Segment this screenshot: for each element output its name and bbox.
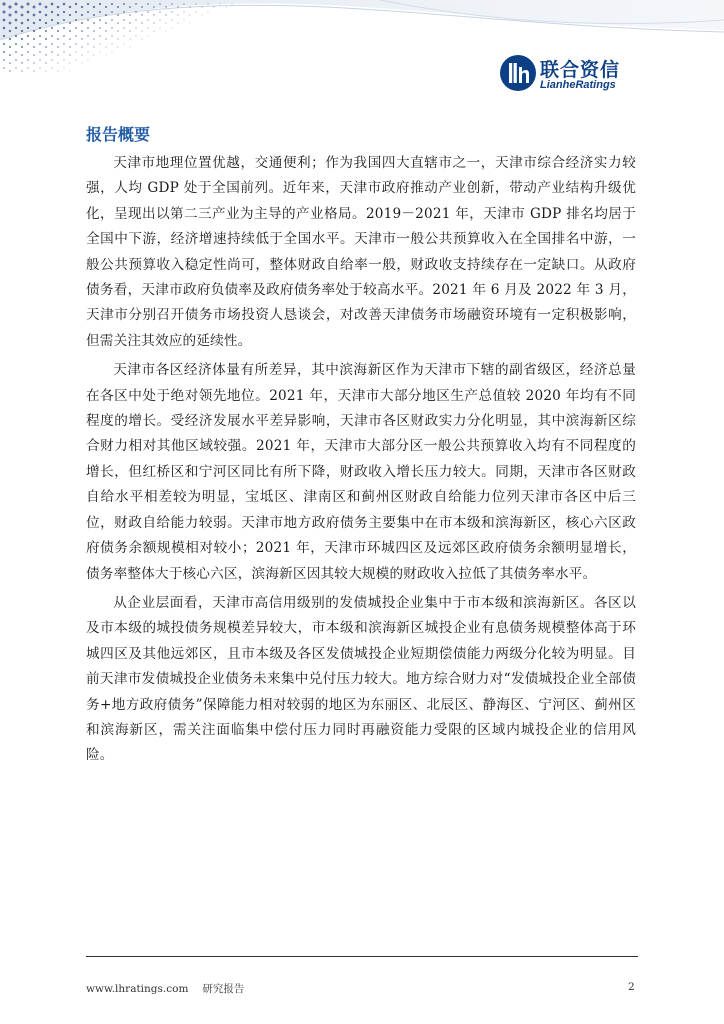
header-dot	[69, 38, 71, 40]
header-dot	[111, 35, 112, 36]
header-dot	[220, 4, 221, 5]
header-dot	[93, 38, 94, 39]
header-dot	[100, 52, 101, 53]
header-dot	[3, 51, 5, 53]
header-dot	[190, 15, 191, 16]
header-dot	[8, 5, 11, 8]
header-dot	[27, 3, 30, 6]
brand-logo	[500, 55, 640, 95]
header-dot	[88, 60, 89, 61]
header-dot	[27, 19, 30, 22]
header-dot	[63, 11, 65, 13]
header-dot	[105, 6, 107, 8]
header-dot	[51, 35, 53, 37]
header-dot	[21, 14, 24, 17]
header-dot	[87, 19, 89, 21]
summary-paragraph-1: 天津市地理位置优越，交通便利；作为我国四大直辖市之一，天津市综合经济实力较强，人均 GDP 处于全国前列。近年来，天津市政府推动产业创新，带动产业结构升级优化，呈现出以第二三产业为主导的产业格局。2019－2021 年，天津市 GDP 排名均居于全国中下游，经济增速持续低于全国水平。天津市一般公共预算收入在全国排名中游，一般公共预算收入稳定性尚可，整体财政自给率一般，财政收支持续存在一定缺口。从政府债务看，天津市政府负债率及政府债务率处于较高水平。2021 年 6 月及 2022 年 3 月，天津市分别召开债务市场投资人恳谈会，对改善天津债务市场融资环境有一定积极影响，但需关注其效应的延续性。	[86, 155, 636, 349]
header-dot	[9, 38, 11, 40]
header-dot	[123, 35, 124, 36]
header-dot	[177, 6, 178, 7]
header-dot	[87, 35, 88, 36]
header-dot	[69, 6, 71, 8]
header-dot	[183, 11, 184, 12]
header-dot	[45, 22, 47, 24]
header-dot	[148, 36, 149, 37]
header-dot	[45, 46, 47, 48]
header-dot	[130, 47, 131, 48]
header-dot	[3, 67, 4, 68]
header-dot	[153, 14, 154, 15]
header-dot	[15, 67, 16, 68]
header-dot	[178, 23, 179, 24]
logo-mark-icon	[500, 55, 536, 91]
summary-paragraph-2: 天津市各区经济体量有所差异，其中滨海新区作为天津市下辖的副省级区，经济总量在各区中处于绝对领先地位。2021 年，天津市大部分地区生产总值较 2020 年均有不同程度的增长。受经济发展水平差异影响，天津市各区财政实力分化明显，其中滨海新区综合财力相对其他区域较强。2021 年，天津市大部分区一般公共预算收入均有不同程度的增长，但红桥区和宁河区同比有所下降，财政收入增长压力较大。同期，天津市各区财政自给水平相差较为明显，宝坻区、津南区和蓟州区财政自给能力位列天津市各区中后三位，财政自给能力较弱。天津市地方政府债务主要集中在市本级和滨海新区，核心六区政府债务余额规模相对较小；2021 年，天津市环城四区及远郊区政府债务余额明显增长，债务率整体大于核心六区，滨海新区因其较大规模的财政收入拉低了其债务率水平。	[86, 362, 636, 582]
header-dot	[21, 22, 24, 25]
header-dot	[21, 54, 23, 56]
header-dot	[58, 71, 59, 72]
header-dot	[208, 12, 209, 13]
header-dot	[45, 70, 46, 71]
header-dot	[63, 27, 65, 29]
header-dot	[117, 30, 118, 31]
header-dot	[3, 59, 5, 61]
header-dot	[141, 30, 142, 31]
header-dot	[81, 54, 82, 55]
header-dot	[39, 43, 41, 45]
header-dot	[148, 28, 149, 29]
header-dot	[9, 46, 11, 48]
header-dot	[154, 31, 155, 32]
header-dot	[9, 30, 11, 32]
header-dot	[15, 35, 17, 37]
header-dot	[57, 62, 58, 63]
header-dot	[21, 70, 22, 71]
header-dot	[112, 44, 113, 45]
header-dot	[3, 19, 6, 22]
header-dot	[69, 14, 71, 16]
header-dot	[232, 4, 233, 5]
header-dot	[15, 59, 17, 61]
header-dot	[93, 30, 95, 32]
header-dot	[208, 4, 209, 5]
header-dot	[51, 19, 53, 21]
header-dot	[15, 51, 17, 53]
header-dot	[165, 6, 166, 7]
footer-website: www.lhratings.com	[86, 983, 189, 995]
header-dot	[129, 30, 130, 31]
header-dot	[123, 27, 124, 28]
header-dot	[111, 3, 113, 5]
header-dot	[147, 11, 148, 12]
header-dot	[172, 20, 173, 21]
header-dot	[75, 3, 77, 5]
header-dot	[9, 70, 10, 71]
header-dot	[75, 35, 77, 37]
header-dot	[15, 11, 18, 14]
header-dot	[87, 3, 89, 5]
header-dot	[33, 22, 35, 24]
header-dot	[57, 6, 60, 9]
header-dot	[111, 19, 113, 21]
header-dot	[57, 14, 59, 16]
header-dot	[117, 6, 119, 8]
header-dot	[27, 43, 29, 45]
header-dot	[93, 22, 95, 24]
header-dot	[147, 3, 149, 5]
header-dot	[81, 22, 83, 24]
header-dot	[45, 54, 46, 55]
header-dot	[135, 27, 136, 28]
section-title: 报告概要	[86, 125, 151, 144]
summary-paragraph-3: 从企业层面看，天津市高信用级别的发债城投企业集中于市本级和滨海新区。各区以及市本级的城投债务规模差异较大，市本级和滨海新区城投企业有息债务规模整体高于环城四区及其他远郊区，且市本级及各区发债城投企业短期偿债能力两级分化较为明显。目前天津市发债城投企业债务未来集中兑付压力较大。地方综合财力对“发债城投企业全部债务+地方政府债务”保障能力相对较弱的地区为东丽区、北辰区、静海区、宁河区、蓟州区和滨海新区，需关注面临集中偿付压力同时再融资能力受限的区域内城投企业的信用风险。	[86, 594, 636, 764]
header-dot	[39, 27, 41, 29]
header-dot	[141, 6, 143, 8]
header-dot	[3, 35, 5, 37]
header-dot	[15, 27, 17, 29]
header-dot	[87, 27, 89, 29]
header-dot	[81, 38, 82, 39]
header-dot	[21, 38, 23, 40]
header-dot	[27, 59, 28, 60]
header-dot	[105, 46, 106, 47]
header-dot	[87, 11, 89, 13]
header-dot	[27, 27, 29, 29]
header-dot	[195, 3, 196, 4]
footer-doc-type: 研究报告	[202, 983, 245, 995]
header-dot	[45, 6, 48, 9]
header-dot	[21, 6, 24, 9]
header-dot	[45, 38, 47, 40]
header-dot	[21, 46, 23, 48]
header-dot	[99, 19, 101, 21]
header-dot	[159, 3, 161, 5]
header-dot	[27, 11, 30, 14]
header-dot	[57, 38, 59, 40]
header-dot	[93, 14, 95, 16]
header-dot	[63, 51, 64, 52]
header-dot	[99, 11, 101, 13]
header-dot	[75, 43, 76, 44]
header-dot	[3, 11, 6, 14]
header-dot	[69, 30, 71, 32]
header-dot	[39, 35, 41, 37]
header-dot	[111, 27, 112, 28]
footer-divider	[86, 956, 638, 957]
header-dot	[45, 62, 46, 63]
header-dot	[141, 22, 142, 23]
header-dot	[39, 3, 42, 6]
header-dot	[183, 3, 184, 4]
header-dot	[27, 35, 29, 37]
header-dot	[105, 30, 106, 31]
header-dot	[21, 30, 23, 32]
header-dot	[165, 22, 166, 23]
header-dot	[51, 3, 54, 6]
header-dot	[33, 46, 35, 48]
header-dot	[93, 46, 94, 47]
header-dot	[63, 43, 64, 44]
header-dot	[166, 31, 167, 32]
header-dot	[129, 22, 130, 23]
header-dot	[15, 19, 18, 22]
header-dot	[171, 11, 172, 12]
header-dot	[33, 38, 35, 40]
header-dot	[51, 27, 53, 29]
header-dot	[135, 3, 137, 5]
header-dot	[202, 15, 203, 16]
header-dot	[27, 51, 29, 53]
header-dot	[87, 43, 88, 44]
header-dot	[57, 30, 59, 32]
header-dot	[51, 11, 53, 13]
header-dot	[112, 52, 113, 53]
header-dot	[184, 20, 185, 21]
header-dot	[76, 60, 77, 61]
header-dot	[69, 22, 71, 24]
header-dot	[70, 71, 71, 72]
header-dot	[14, 2, 17, 5]
header-dot	[75, 27, 77, 29]
header-dot	[93, 6, 95, 8]
header-dot	[196, 12, 197, 13]
header-dot	[142, 39, 143, 40]
header-dot	[105, 14, 107, 16]
report-summary	[86, 121, 636, 773]
header-dot	[69, 46, 70, 47]
header-dot	[81, 6, 83, 8]
header-dot	[105, 22, 107, 24]
header-dot	[160, 28, 161, 29]
header-dot	[51, 59, 52, 60]
header-dot	[117, 22, 119, 24]
header-dot	[123, 19, 124, 20]
header-dot	[75, 19, 77, 21]
header-dot	[63, 3, 66, 6]
header-dot	[99, 35, 100, 36]
header-dot	[63, 35, 65, 37]
header-dot	[15, 43, 17, 45]
header-dot	[45, 30, 47, 32]
header-dot	[81, 14, 83, 16]
header-dot	[9, 14, 12, 17]
header-dot	[9, 22, 12, 25]
header-dot	[33, 30, 35, 32]
header-dot	[70, 63, 71, 64]
header-dot	[189, 6, 190, 7]
header-dot	[177, 14, 178, 15]
header-dot	[88, 52, 89, 53]
header-dot	[39, 59, 40, 60]
header-dot	[21, 62, 22, 63]
header-dot	[82, 63, 83, 64]
header-dot	[52, 68, 53, 69]
header-dot	[123, 3, 125, 5]
logo-name-en: LianheRatings	[540, 79, 616, 91]
header-dot	[105, 38, 106, 39]
header-dot	[117, 38, 118, 39]
header-dot	[129, 14, 131, 16]
header-dot	[51, 43, 53, 45]
header-dot	[57, 54, 58, 55]
header-dot	[39, 67, 40, 68]
header-dot	[136, 36, 137, 37]
header-dot	[226, 7, 227, 8]
header-dot	[51, 51, 52, 52]
header-dot	[153, 22, 154, 23]
header-dot	[9, 54, 11, 56]
header-dot	[99, 43, 100, 44]
header-dot	[39, 19, 41, 21]
header-dot	[39, 11, 42, 14]
header-dot	[135, 19, 136, 20]
header-dot	[111, 11, 113, 13]
header-dot	[9, 62, 11, 64]
header-dot	[81, 30, 83, 32]
header-dot	[118, 47, 119, 48]
header-dot	[153, 6, 155, 8]
header-dot	[33, 14, 36, 17]
header-dot	[33, 54, 35, 56]
logo-name-cn: 联合资信	[540, 59, 621, 81]
header-dot	[69, 54, 70, 55]
header-dot	[45, 14, 48, 17]
header-dot	[172, 28, 173, 29]
header-dot	[147, 19, 148, 20]
header-dot	[81, 46, 82, 47]
header-dot	[123, 11, 125, 13]
page-number: 2	[628, 981, 635, 993]
header-dot	[64, 68, 65, 69]
header-dot	[130, 39, 131, 40]
header-dot	[3, 43, 5, 45]
header-dot	[75, 11, 77, 13]
header-dot	[165, 14, 166, 15]
header-dot	[33, 62, 34, 63]
header-dot	[99, 3, 101, 5]
header-dot	[3, 27, 6, 30]
header-dot	[159, 19, 160, 20]
header-dot	[214, 7, 215, 8]
header-dot	[27, 67, 28, 68]
header-dot	[201, 6, 202, 7]
header-dot	[75, 51, 76, 52]
header-dot	[129, 6, 131, 8]
header-dot	[57, 46, 59, 48]
header-dot	[106, 55, 107, 56]
header-dot	[135, 11, 137, 13]
header-dot	[171, 3, 172, 4]
header-dot	[33, 70, 34, 71]
header-dot	[190, 23, 191, 24]
header-dot	[33, 6, 36, 9]
header-dot	[39, 51, 41, 53]
header-dot	[99, 27, 101, 29]
header-dot	[63, 19, 65, 21]
footer-info	[86, 981, 244, 996]
header-dot	[2, 2, 5, 5]
header-dot	[57, 22, 59, 24]
header-dot	[117, 14, 119, 16]
header-dot	[159, 11, 160, 12]
header-dot	[124, 44, 125, 45]
header-dot	[141, 14, 142, 15]
header-dot	[94, 55, 95, 56]
header-dot	[63, 59, 64, 60]
